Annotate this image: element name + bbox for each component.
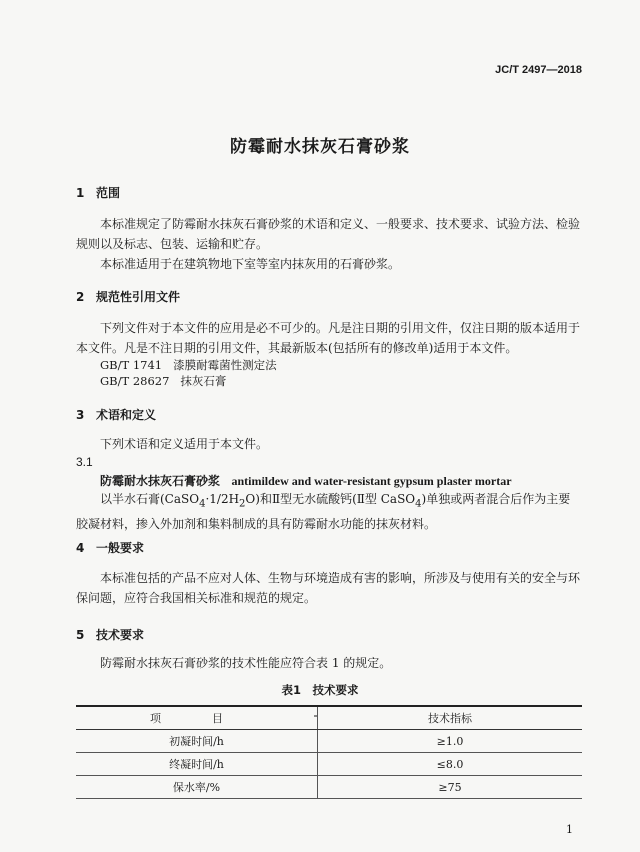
standard-code: JC/T 2497—2018 <box>495 64 582 76</box>
reference-code: GB/T 28627 <box>100 374 170 388</box>
section-number: 2 <box>76 290 85 304</box>
table-cell-spec: ≤8.0 <box>318 753 583 776</box>
table-header-item: 项 目 <box>76 706 318 730</box>
table-cell-spec: ≥75 <box>318 776 583 799</box>
section-1-paragraph-2: 本标准适用于在建筑物地下室等室内抹灰用的石膏砂浆。 <box>100 257 401 271</box>
section-1-heading <box>76 184 120 201</box>
requirements-table <box>76 705 582 799</box>
term-name-chinese: 防霉耐水抹灰石膏砂浆 <box>100 474 221 488</box>
definition-text: O)和Ⅱ型无水硫酸钙(Ⅱ型 CaSO <box>245 492 416 506</box>
section-4-paragraph-1: 本标准包括的产品不应对人体、生物与环境造成有害的影响，所涉及与使用有关的安全与环保问题，应符合我国相关标准和规范的规定。 <box>76 571 581 605</box>
table-cell-item: 保水率/% <box>76 776 318 799</box>
subscript: 4 <box>199 498 206 510</box>
definition-text: 以半水石膏(CaSO <box>100 492 200 506</box>
reference-item <box>100 357 277 373</box>
table-header-row <box>76 706 582 730</box>
document-title: 防霉耐水抹灰石膏砂浆 <box>230 137 410 157</box>
section-1-paragraph-1: 本标准规定了防霉耐水抹灰石膏砂浆的术语和定义、一般要求、技术要求、试验方法、检验规则以及标志、包装、运输和贮存。 <box>76 217 581 251</box>
table-cell-item: 初凝时间/h <box>76 730 318 753</box>
section-5-heading <box>76 626 144 643</box>
term-number: 3.1 <box>76 455 93 469</box>
page-number: 1 <box>566 823 573 836</box>
section-title: 一般要求 <box>96 541 145 555</box>
definition-text: ·1/2H <box>205 492 240 506</box>
section-number: 5 <box>76 628 85 642</box>
section-number: 4 <box>76 541 85 555</box>
section-title: 规范性引用文件 <box>96 290 181 304</box>
section-5-paragraph-1: 防霉耐水抹灰石膏砂浆的技术性能应符合表 1 的规定。 <box>100 656 392 670</box>
term-entry <box>100 472 512 489</box>
table-cell-spec: ≥1.0 <box>318 730 583 753</box>
section-number: 3 <box>76 408 85 422</box>
section-title: 技术要求 <box>96 628 145 642</box>
subscript: 4 <box>415 498 422 510</box>
table-row <box>76 753 582 776</box>
table-cell-item: 终凝时间/h <box>76 753 318 776</box>
table-header-spec: 技术指标 <box>318 706 583 730</box>
section-3-paragraph-1: 下列术语和定义适用于本文件。 <box>100 437 269 451</box>
reference-item <box>100 373 226 389</box>
reference-name: 漆膜耐霉菌性测定法 <box>173 358 277 372</box>
table-row <box>76 730 582 753</box>
reference-name: 抹灰石膏 <box>180 374 227 388</box>
section-title: 范围 <box>96 186 121 200</box>
section-2-heading <box>76 288 180 305</box>
definition-text: )单独或两者混合后作为主要胶凝材料，掺入外加剂和集料制成的具有防霉耐水功能的抹灰材料。 <box>76 492 571 532</box>
section-2-paragraph-1: 下列文件对于本文件的应用是必不可少的。凡是注日期的引用文件，仅注日期的版本适用于本文件。凡是不注日期的引用文件，其最新版本(包括所有的修改单)适用于本文件。 <box>76 321 581 355</box>
table-row <box>76 776 582 799</box>
section-4-heading <box>76 539 144 556</box>
table-caption: 表1 技术要求 <box>281 683 359 697</box>
term-definition <box>76 489 581 534</box>
scan-speck <box>314 715 317 717</box>
subscript: 2 <box>239 498 246 510</box>
reference-code: GB/T 1741 <box>100 358 163 372</box>
section-number: 1 <box>76 186 85 200</box>
section-3-heading <box>76 406 156 423</box>
term-name-english: antimildew and water-resistant gypsum plaster mortar <box>231 474 512 488</box>
section-title: 术语和定义 <box>96 408 157 422</box>
